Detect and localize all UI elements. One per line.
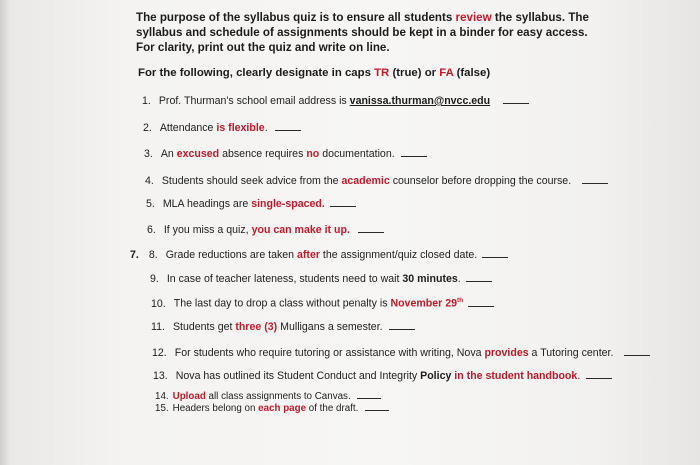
question-1 [142,95,529,107]
question-15 [155,403,389,414]
instructions-text-2: (true) or [389,67,440,79]
question-text: documentation. [319,148,395,160]
email-link[interactable]: vanissa.thurman@nvcc.edu [349,95,491,107]
question-highlight: provides [484,347,529,359]
question-12 [152,347,650,359]
question-2 [143,122,301,134]
question-number: 4. [145,175,154,187]
question-text: . [457,273,461,285]
question-highlight: each page [258,403,307,414]
question-text: MLA headings are [162,198,252,210]
question-text: . [264,122,268,134]
question-text: Headers belong on [172,403,259,414]
answer-line[interactable] [357,397,381,399]
question-number: 5. [146,198,155,210]
question-number: 15. [155,403,169,414]
question-number: 12. [152,347,167,359]
instructions-tr: TR [374,67,390,79]
question-highlight: in the student handbook [451,370,578,382]
question-highlight: excused [176,148,220,160]
instructions-text-3: (false) [453,67,491,79]
question-text: For students who require tutoring or assistance with writing, Nova [174,347,485,359]
answer-line[interactable] [358,231,384,233]
question-text: An [160,148,177,160]
answer-line[interactable] [365,409,389,411]
question-text: Prof. Thurman's school email address is [158,95,350,107]
question-number: 9. [150,273,159,285]
question-4 [145,175,608,187]
question-highlight: you can make it up. [251,224,350,236]
intro-text-1: The purpose of the syllabus quiz is to ensure all students [136,11,456,24]
question-number: 10. [151,297,166,310]
question-14 [155,391,381,402]
question-number: 14. [155,391,169,402]
question-text: the assignment/quiz closed date. [319,249,478,261]
question-highlight: after [297,249,320,261]
answer-line[interactable] [389,328,415,330]
question-text: Nova has outlined its Student Conduct and Integrity [175,370,421,382]
question-text: a Tutoring center. [528,347,614,359]
question-number: 13. [153,370,168,382]
question-text: . [577,370,581,382]
question-text: of the draft. [306,403,359,414]
question-8 [130,249,508,261]
question-number: 11. [151,321,165,333]
answer-line[interactable] [482,256,508,258]
question-6 [147,224,384,236]
question-10 [151,297,494,310]
answer-line[interactable] [401,155,427,157]
instructions-fa: FA [439,67,454,79]
question-number: 6. [147,224,156,236]
question-text: absence requires [219,148,307,160]
question-text: The last day to drop a class without penalty is [173,297,391,310]
answer-line[interactable] [582,182,608,184]
question-highlight: Policy [420,370,452,382]
question-number: 1. [142,95,151,107]
answer-line[interactable] [275,129,301,131]
question-text: counselor before dropping the course. [389,175,572,187]
answer-line[interactable] [503,102,529,104]
instructions-text-1: For the following, clearly designate in caps [138,67,375,79]
question-text: If you miss a quiz, [163,224,252,236]
answer-line[interactable] [586,377,612,379]
answer-line[interactable] [624,354,650,356]
date-suffix: th [456,297,464,304]
intro-text-2: the syllabus. The syllabus and schedule of assignments should be kept in a binder for easy access. For clarity, print out the quiz and write on line. [136,11,589,54]
question-number: 3. [144,148,153,160]
question-highlight: three (3) [235,321,278,333]
question-text: Attendance [159,122,217,134]
question-number: 8. [148,249,158,261]
question-3 [144,148,427,160]
intro-paragraph [136,10,606,55]
question-text: In case of teacher lateness, students need to wait [166,273,403,285]
question-text: Mulligans a semester. [277,321,383,333]
question-highlight: November 29 [390,297,457,310]
question-5 [146,198,356,210]
outer-list-number: 7. [130,249,139,261]
question-highlight: no [306,148,320,160]
question-highlight: academic [341,175,390,187]
question-text: Students should seek advice from the [161,175,342,187]
question-highlight: single-spaced. [251,198,325,210]
question-text: all class assignments to Canvas. [205,391,351,402]
answer-line[interactable] [468,305,494,307]
question-13 [153,370,612,382]
answer-line[interactable] [466,280,492,282]
question-highlight: is flexible [216,122,265,134]
intro-review-word: review [455,11,492,24]
question-number: 2. [143,122,152,134]
question-highlight: Upload [172,391,206,402]
question-highlight: 30 minutes [402,273,458,285]
page-edge-shadow [0,0,10,465]
question-11 [151,321,415,333]
answer-line[interactable] [330,205,356,207]
question-text: Grade reductions are taken [165,249,298,261]
instructions [138,67,490,79]
question-9 [150,273,492,285]
question-text: Students get [172,321,236,333]
